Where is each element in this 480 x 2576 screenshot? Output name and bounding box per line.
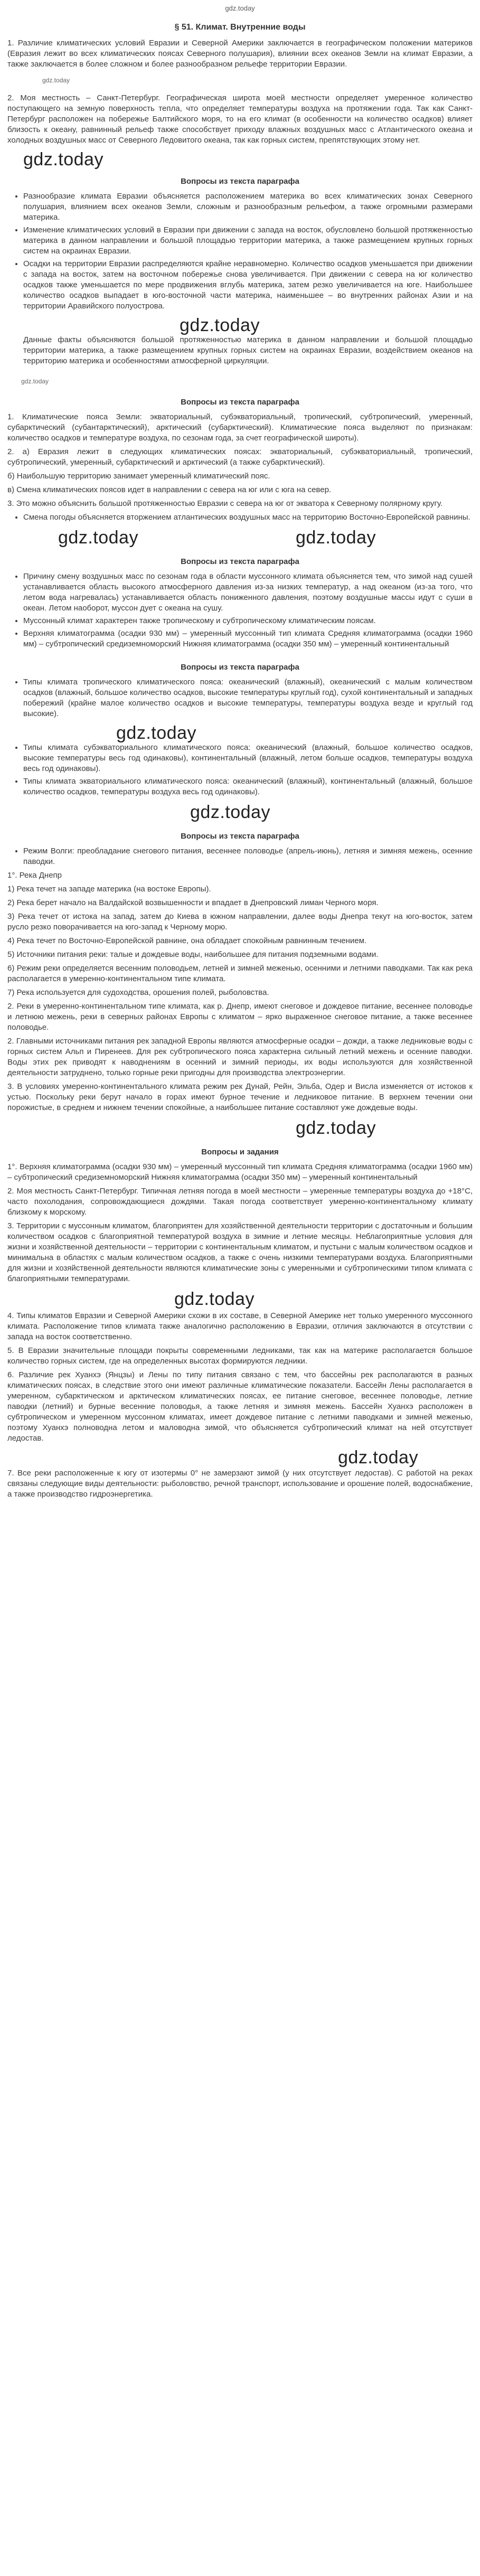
watermark: gdz.today — [296, 528, 376, 548]
section-heading: Вопросы из текста параграфа — [181, 398, 299, 407]
list-item: • Причину смену воздушных масс по сезонам года в области муссонного климата объясняется тем, что зимой над сушей устанавливается область высокого атмосферного давления из-за низких температур, а над океаном (из-за того, что летом вода нагревалась) устанавливается область пониженного давления, поэтому воздушные массы идут с суши в океан. Летом наоборот, муссон дует с океана на сушу. — [23, 571, 473, 614]
watermark: gdz.today — [296, 1118, 376, 1138]
list-item: • Режим Волги: преобладание снегового питания, весеннее половодье (апрель-июнь), летняя и зимняя межень, осенние паводки. — [23, 846, 473, 867]
list-item: • Типы климата тропического климатического пояса: океанический (влажный), океанический с малым количеством осадков (влажный, большое количество осадков, высокие температуры круглый год), сухой континентальный и западных побережий (крайне малое количество осадков и высокие температуры, температуры воздуха везде и круглый год высокие). — [23, 677, 473, 719]
answer-paragraph: 3. Территории с муссонным климатом, благоприятен для хозяйственной деятельности территории с достаточным и большим количеством осадков с благоприятной температурой воздуха в зимние и летние месяцы. Неблагоприятные условия для жизни и хозяйственной деятельности – территории с континентальным климатом, и пустыни с малым количеством осадков и минимальна в областях с малым количеством осадков, а также с очень низкими температурами воздуха. Благоприятными для жизни и хозяйственной деятельности являются климатические зоны с умеренными и субтропическими типом климата с благоприятными температурами. — [7, 1221, 473, 1283]
answer-paragraph: 3. В условиях умеренно-континентального климата режим рек Дунай, Рейн, Эльба, Одер и Висла изменяется от истоков к устью. Поскольку реки берут начало в горах имеют бурное течение и ледниковое питание. В верхнем течении они порожистые, в среднем и нижнем течении спокойные, а наибольшее питание составляют уже дождевые воды. — [7, 1082, 473, 1112]
watermark: gdz.today — [58, 528, 138, 548]
answer-paragraph: 5. В Евразии значительные площади покрыты современными ледниками, так как на материке располагается большое количество горных систем, где на определенных высотах формируются ледники. — [7, 1346, 473, 1366]
watermark-row — [0, 73, 480, 93]
answer-paragraph: 3. Это можно объяснить большой протяженностью Евразии с севера на юг от экватора к Северному полярному кругу. — [7, 499, 443, 508]
bullet-list — [0, 677, 480, 719]
watermark-small: gdz.today — [42, 77, 70, 84]
bullet-list — [0, 512, 480, 523]
intro-paragraph: 1. Различие климатических условий Евразии и Северной Америки заключается в географическом положении материков (Евразия лежит во всех климатических поясах Северного полушария), влиянии всех океанов Земли на климат Евразии, а также заключается в более сложном и более разнообразном рельефе территории Евразии. — [7, 39, 473, 69]
answer-paragraph: 7. Все реки расположенные к югу от изотермы 0° не замерзают зимой (у них отсутствует ледостав). С работой на реках связаны следующие виды деятельности: рыболовство, речной транспорт, использование и орошение полей, водоснабжение, а также производство гидроэнергетика. — [7, 1469, 473, 1499]
answer-paragraph: 6. Различие рек Хуанхэ (Янцзы) и Лены по типу питания связано с тем, что бассейны рек располагаются в разных климатических поясах, в следствие этого они имеют различные климатические показатели. Бассейн Лены располагается в умеренном, субарктическом и арктическом климатических поясах, ее питание снеговое, весеннее половодье, летние паводки (летний) и бурные весенние половодья, а также летняя и зимняя межень. Бассейн Хуанхэ расположен в субтропическом и умеренном муссонном климатах, имеет дождевое питание с летними паводками и зимней меженью, поэтому Хуанхэ полноводна летом и маловодна зимой, что объясняется субтропический климат на ней отсутствует ледостав. — [7, 1370, 473, 1443]
site-header[interactable]: gdz.today — [225, 4, 255, 12]
watermark: gdz.today — [180, 315, 260, 335]
list-item: • Разнообразие климата Евразии объясняется расположением материка во всех климатических зонах Северного полушария, влиянием всех океанов Земли, сложным и разнообразным рельефом, а также огромными размерами материка. — [23, 191, 473, 223]
section-heading: Вопросы из текста параграфа — [181, 177, 299, 186]
watermark-row — [0, 722, 480, 742]
watermark-row — [0, 526, 480, 549]
watermark-row — [0, 1116, 480, 1140]
bullet-list — [0, 742, 480, 797]
list-item: • Типы климата субэкваториального климатического пояса: океанический (влажный, большое количество осадков, высокие температуры весь год одинаковы), континентальный (влажный, летом больше осадков, температуры воздуха весь год одинаковы). — [23, 742, 473, 774]
answer-paragraph: 1°. Верхняя климатограмма (осадки 930 мм) – умеренный муссонный тип климата Средняя климатограмма (осадки 1960 мм) – субтропический средиземноморский Нижняя климатограмма (осадки 350 мм) – умеренный континентальный — [7, 1162, 473, 1182]
page-title: § 51. Климат. Внутренние воды — [174, 23, 306, 32]
answer-paragraph: 4) Река течет по Восточно-Европейской равнине, она обладает спокойным равнинным течением. — [7, 936, 367, 945]
intro-paragraph: 2. Моя местность – Санкт-Петербург. Географическая широта моей местности определяет умеренное количество поступающего на земную поверхность тепла, что определяет температуры воздуха на протяжении года. Так как Санкт-Петербург расположен на побережье Балтийского моря, то на его климат (в особенности на количество осадков) влияет близость к океану, равнинный рельеф также способствует приходу влажных воздушных масс с Атлантического океана и холодных воздушных масс от Северного Ледовитого океана, так как горных систем, препятствующих этому нет. — [7, 93, 473, 145]
answer-paragraph: 6) Режим реки определяется весенним половодьем, летней и зимней меженью, осенними и летними паводками. Так как река располагается в умеренно-континентальном типе климата. — [7, 964, 473, 983]
watermark-small: gdz.today — [21, 378, 49, 385]
answer-paragraph: 2. а) Евразия лежит в следующих климатических поясах: экваториальный, субэкваториальный, тропический, субтропический, умеренный, субарктический и арктический (а также субарктический). — [7, 447, 473, 467]
list-item: • Осадки на территории Евразии распределяются крайне неравномерно. Количество осадков уменьшается при движении с запада на восток, затем на восточном побережье снова увеличивается. При движении с севера на юг количество осадков также уменьшается по мере продвижения вглубь материка, затем резко увеличивается на юге. Наибольшее количество осадков выпадает в юго-восточной части материка, наименьшее – во внутренних районах Азии и на территории Аравийского полуострова. — [23, 259, 473, 312]
watermark-row — [0, 1447, 480, 1468]
list-item: • Муссонный климат характерен также тропическому и субтропическому климатическим поясам. — [23, 616, 473, 626]
section-heading: Вопросы и задания — [201, 1148, 279, 1157]
bullet-list — [0, 191, 480, 312]
list-item: • Верхняя климатограмма (осадки 930 мм) – умеренный муссонный тип климата Средняя климатограмма (осадки 1960 мм) – субтропический средиземноморский Нижняя климатограмма (осадки 350 мм) – умеренный континентальный — [23, 628, 473, 650]
answer-paragraph: 2. Главными источниками питания рек западной Европы являются атмосферные осадки – дожди, а также ледниковые воды с горных систем Альп и Пиренеев. Для рек субтропического пояса характерна сильный летний межень и осенние паводки. Воды этих рек приводят к наводнениям в осенний и зимний периоды, их воды используются для хозяйственной деятельности затруднено, только горные реки пригодны для производства электроэнергии. — [7, 1037, 473, 1077]
watermark-row — [0, 370, 480, 390]
answer-paragraph: в) Смена климатических поясов идет в направлении с севера на юг или с юга на север. — [7, 485, 332, 494]
watermark-row — [0, 315, 480, 335]
list-paragraph: Данные факты объясняются большой протяженностью материка в данном направлении и большой площадью территории материка, а также размещением крупных горных систем на окраинах Евразии, воздействием океанов на территорию материка и особенностями атмосферной циркуляции. — [23, 335, 473, 365]
watermark: gdz.today — [174, 1289, 255, 1309]
answer-paragraph: 2. Реки в умеренно-континентальном типе климата, как р. Днепр, имеют снеговое и дождевое питание, весеннее половодье и летнюю межень, реки в северных районах Европы с климатом – ярко выраженное снеговое питание, а также весеннее половодье. — [7, 1002, 473, 1032]
watermark: gdz.today — [338, 1447, 418, 1468]
answer-paragraph: б) Наибольшую территорию занимает умеренный климатический пояс. — [7, 472, 270, 481]
watermark: gdz.today — [116, 723, 196, 743]
answer-paragraph: 1. Климатические пояса Земли: экваториальный, субэкваториальный, тропический, субтропический, умеренный, субарктический (субантарктический), арктический (субарктический). Климатические пояса выделяют по признакам: количество осадков и температуре воздуха, по сезонам года, за счет географической широты). — [7, 412, 473, 443]
list-item: • Типы климата экваториального климатического пояса: океанический (влажный), континентальный (влажный, большое количество осадков, температуры воздуха весь год одинаковы). — [23, 776, 473, 797]
watermark-row — [0, 149, 480, 169]
answer-paragraph: 4. Типы климатов Евразии и Северной Америки схожи в их составе, в Северной Америке нет только умеренного муссонного климата. Расположение типов климата также аналогично расположению в Евразии, отличия заключаются в отсутствии с запада на восток соответственно. — [7, 1311, 473, 1341]
list-item: • Смена погоды объясняется вторжением атлантических воздушных масс на территорию Восточно-Европейской равнины. — [23, 512, 473, 523]
bullet-list — [0, 846, 480, 867]
answer-paragraph: 3) Река течет от истока на запад, затем до Киева в южном направлении, далее воды Днепра текут на юго-восток, затем русло резко поворачивается на юго-запад к Черному морю. — [7, 912, 473, 932]
answer-paragraph: 2) Река берет начало на Валдайской возвышенности и впадает в Днепровский лиман Черного моря. — [7, 898, 379, 907]
watermark-row — [0, 801, 480, 824]
watermark-row — [0, 1287, 480, 1311]
answer-paragraph: 5) Источники питания реки: талые и дождевые воды, наибольшее для питания подземными водами. — [7, 950, 379, 959]
watermark: gdz.today — [190, 802, 270, 822]
answer-paragraph: 7) Река используется для судоходства, орошения полей, рыболовства. — [7, 988, 269, 997]
section-heading: Вопросы из текста параграфа — [181, 557, 299, 566]
answer-paragraph: 2. Моя местность Санкт-Петербург. Типичная летняя погода в моей местности – умеренные температуры воздуха до +18°С, часто похолодания, сопровождающиеся дождями. Такая погода соответствует умеренно-континентальному климату близкому к морскому. — [7, 1187, 473, 1217]
section-heading: Вопросы из текста параграфа — [181, 832, 299, 841]
answer-paragraph: 1°. Река Днепр — [7, 871, 62, 880]
watermark: gdz.today — [23, 149, 103, 170]
list-item: • Изменение климатических условий в Евразии при движении с запада на восток, обусловлено большой протяженностью материка в данном направлении и большой площадью территории материка, а также размещением крупных горных систем на окраинах Евразии. — [23, 225, 473, 257]
answer-paragraph: 1) Река течет на западе материка (на востоке Европы). — [7, 885, 211, 894]
bullet-list — [0, 571, 480, 650]
section-heading: Вопросы из текста параграфа — [181, 663, 299, 672]
